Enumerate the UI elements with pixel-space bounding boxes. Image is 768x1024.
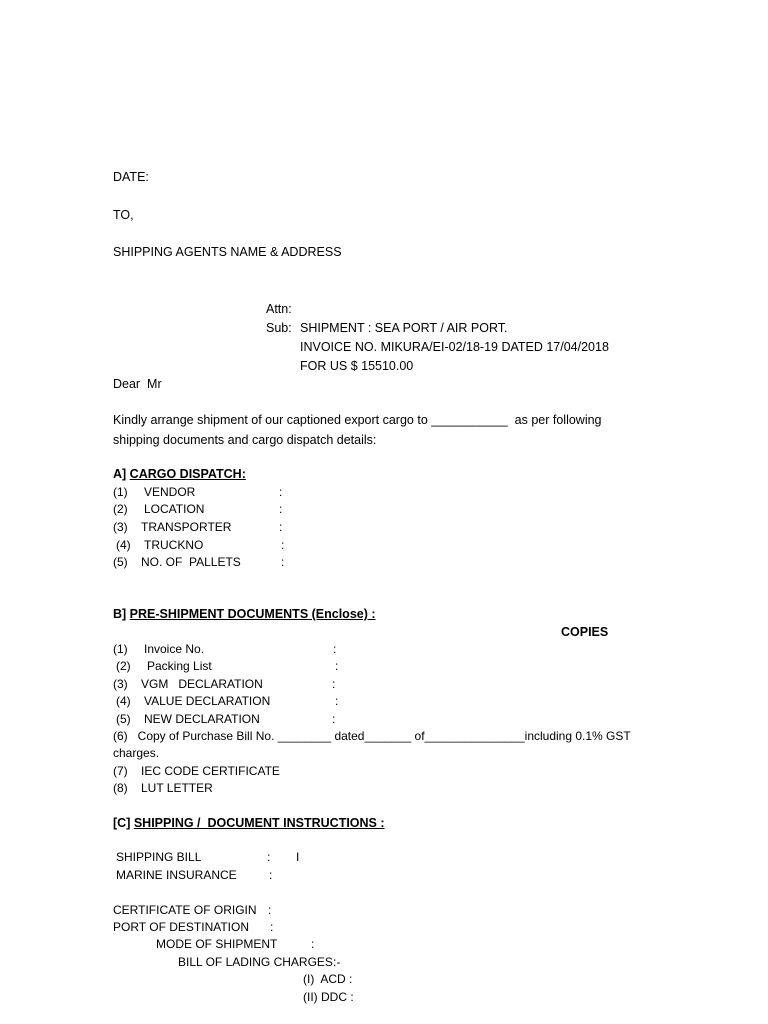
shipping-bill-value: I <box>296 850 300 864</box>
bill-lading-label: BILL OF LADING CHARGES <box>178 955 333 969</box>
list-item: (5) NO. OF PALLETS : <box>113 555 285 569</box>
list-item: (5) NEW DECLARATION : <box>116 712 336 726</box>
item-8: (8) LUT LETTER <box>113 781 213 795</box>
attn-label: Attn: <box>266 302 292 316</box>
subject-line-3: FOR US $ 15510.00 <box>300 359 414 373</box>
list-item: (3) TRANSPORTER : <box>113 520 283 534</box>
shipping-bill-label: SHIPPING BILL <box>116 850 202 864</box>
subject-line-2: INVOICE NO. MIKURA/EI-02/18-19 DATED 17/04/2018 <box>300 340 609 354</box>
item-6-line-2: charges. <box>113 746 160 760</box>
marine-insurance-sep: : <box>269 868 273 882</box>
section-a-title: CARGO DISPATCH: <box>129 467 246 481</box>
list-item: (2) LOCATION : <box>113 502 283 516</box>
date-label: DATE: <box>113 170 149 184</box>
intro-line-1: Kindly arrange shipment of our captioned export cargo to ___________ as per following <box>113 413 602 427</box>
section-c-prefix: [C] <box>113 816 134 830</box>
section-b-heading <box>113 608 376 621</box>
section-a-heading <box>113 468 246 481</box>
list-item: (4) VALUE DECLARATION : <box>116 694 339 708</box>
item-7: (7) IEC CODE CERTIFICATE <box>113 764 280 778</box>
marine-insurance-label: MARINE INSURANCE <box>116 868 237 882</box>
list-item: (4) TRUCKNO : <box>116 538 285 552</box>
port-destination-sep: : <box>270 920 274 934</box>
list-item: (1) VENDOR : <box>113 485 283 499</box>
salutation: Dear Mr <box>113 377 162 391</box>
section-a-prefix: A] <box>113 467 130 481</box>
shipping-bill-sep: : <box>267 850 271 864</box>
sub-label: Sub: <box>266 321 292 335</box>
list-item: (3) VGM DECLARATION : <box>113 677 336 691</box>
section-b-prefix: B] <box>113 607 130 621</box>
item-6-line-1: (6) Copy of Purchase Bill No. ________ dated_______ of_______________including 0.1% GST <box>113 729 631 743</box>
section-c-title: SHIPPING / DOCUMENT INSTRUCTIONS : <box>133 816 385 830</box>
certificate-origin-label: CERTIFICATE OF ORIGIN <box>113 903 257 917</box>
intro-line-2: shipping documents and cargo dispatch details: <box>113 433 377 447</box>
section-c-heading <box>113 817 385 830</box>
ddc-line: (II) DDC : <box>303 990 354 1004</box>
section-b-title: PRE-SHIPMENT DOCUMENTS (Enclose) : <box>129 607 376 621</box>
mode-shipment-label: MODE OF SHIPMENT <box>156 937 278 951</box>
shipping-agent-line: SHIPPING AGENTS NAME & ADDRESS <box>113 245 342 259</box>
subject-line-1: SHIPMENT : SEA PORT / AIR PORT. <box>300 321 508 335</box>
copies-label: COPIES <box>561 625 609 639</box>
list-item: (1) Invoice No. : <box>113 642 337 656</box>
bill-lading-sep: :- <box>333 955 341 969</box>
to-label: TO, <box>113 208 134 222</box>
list-item: (2) Packing List : <box>116 659 339 673</box>
certificate-origin-sep: : <box>268 903 272 917</box>
acd-line: (I) ACD : <box>303 972 353 986</box>
port-destination-label: PORT OF DESTINATION <box>113 920 250 934</box>
mode-shipment-sep: : <box>311 937 315 951</box>
